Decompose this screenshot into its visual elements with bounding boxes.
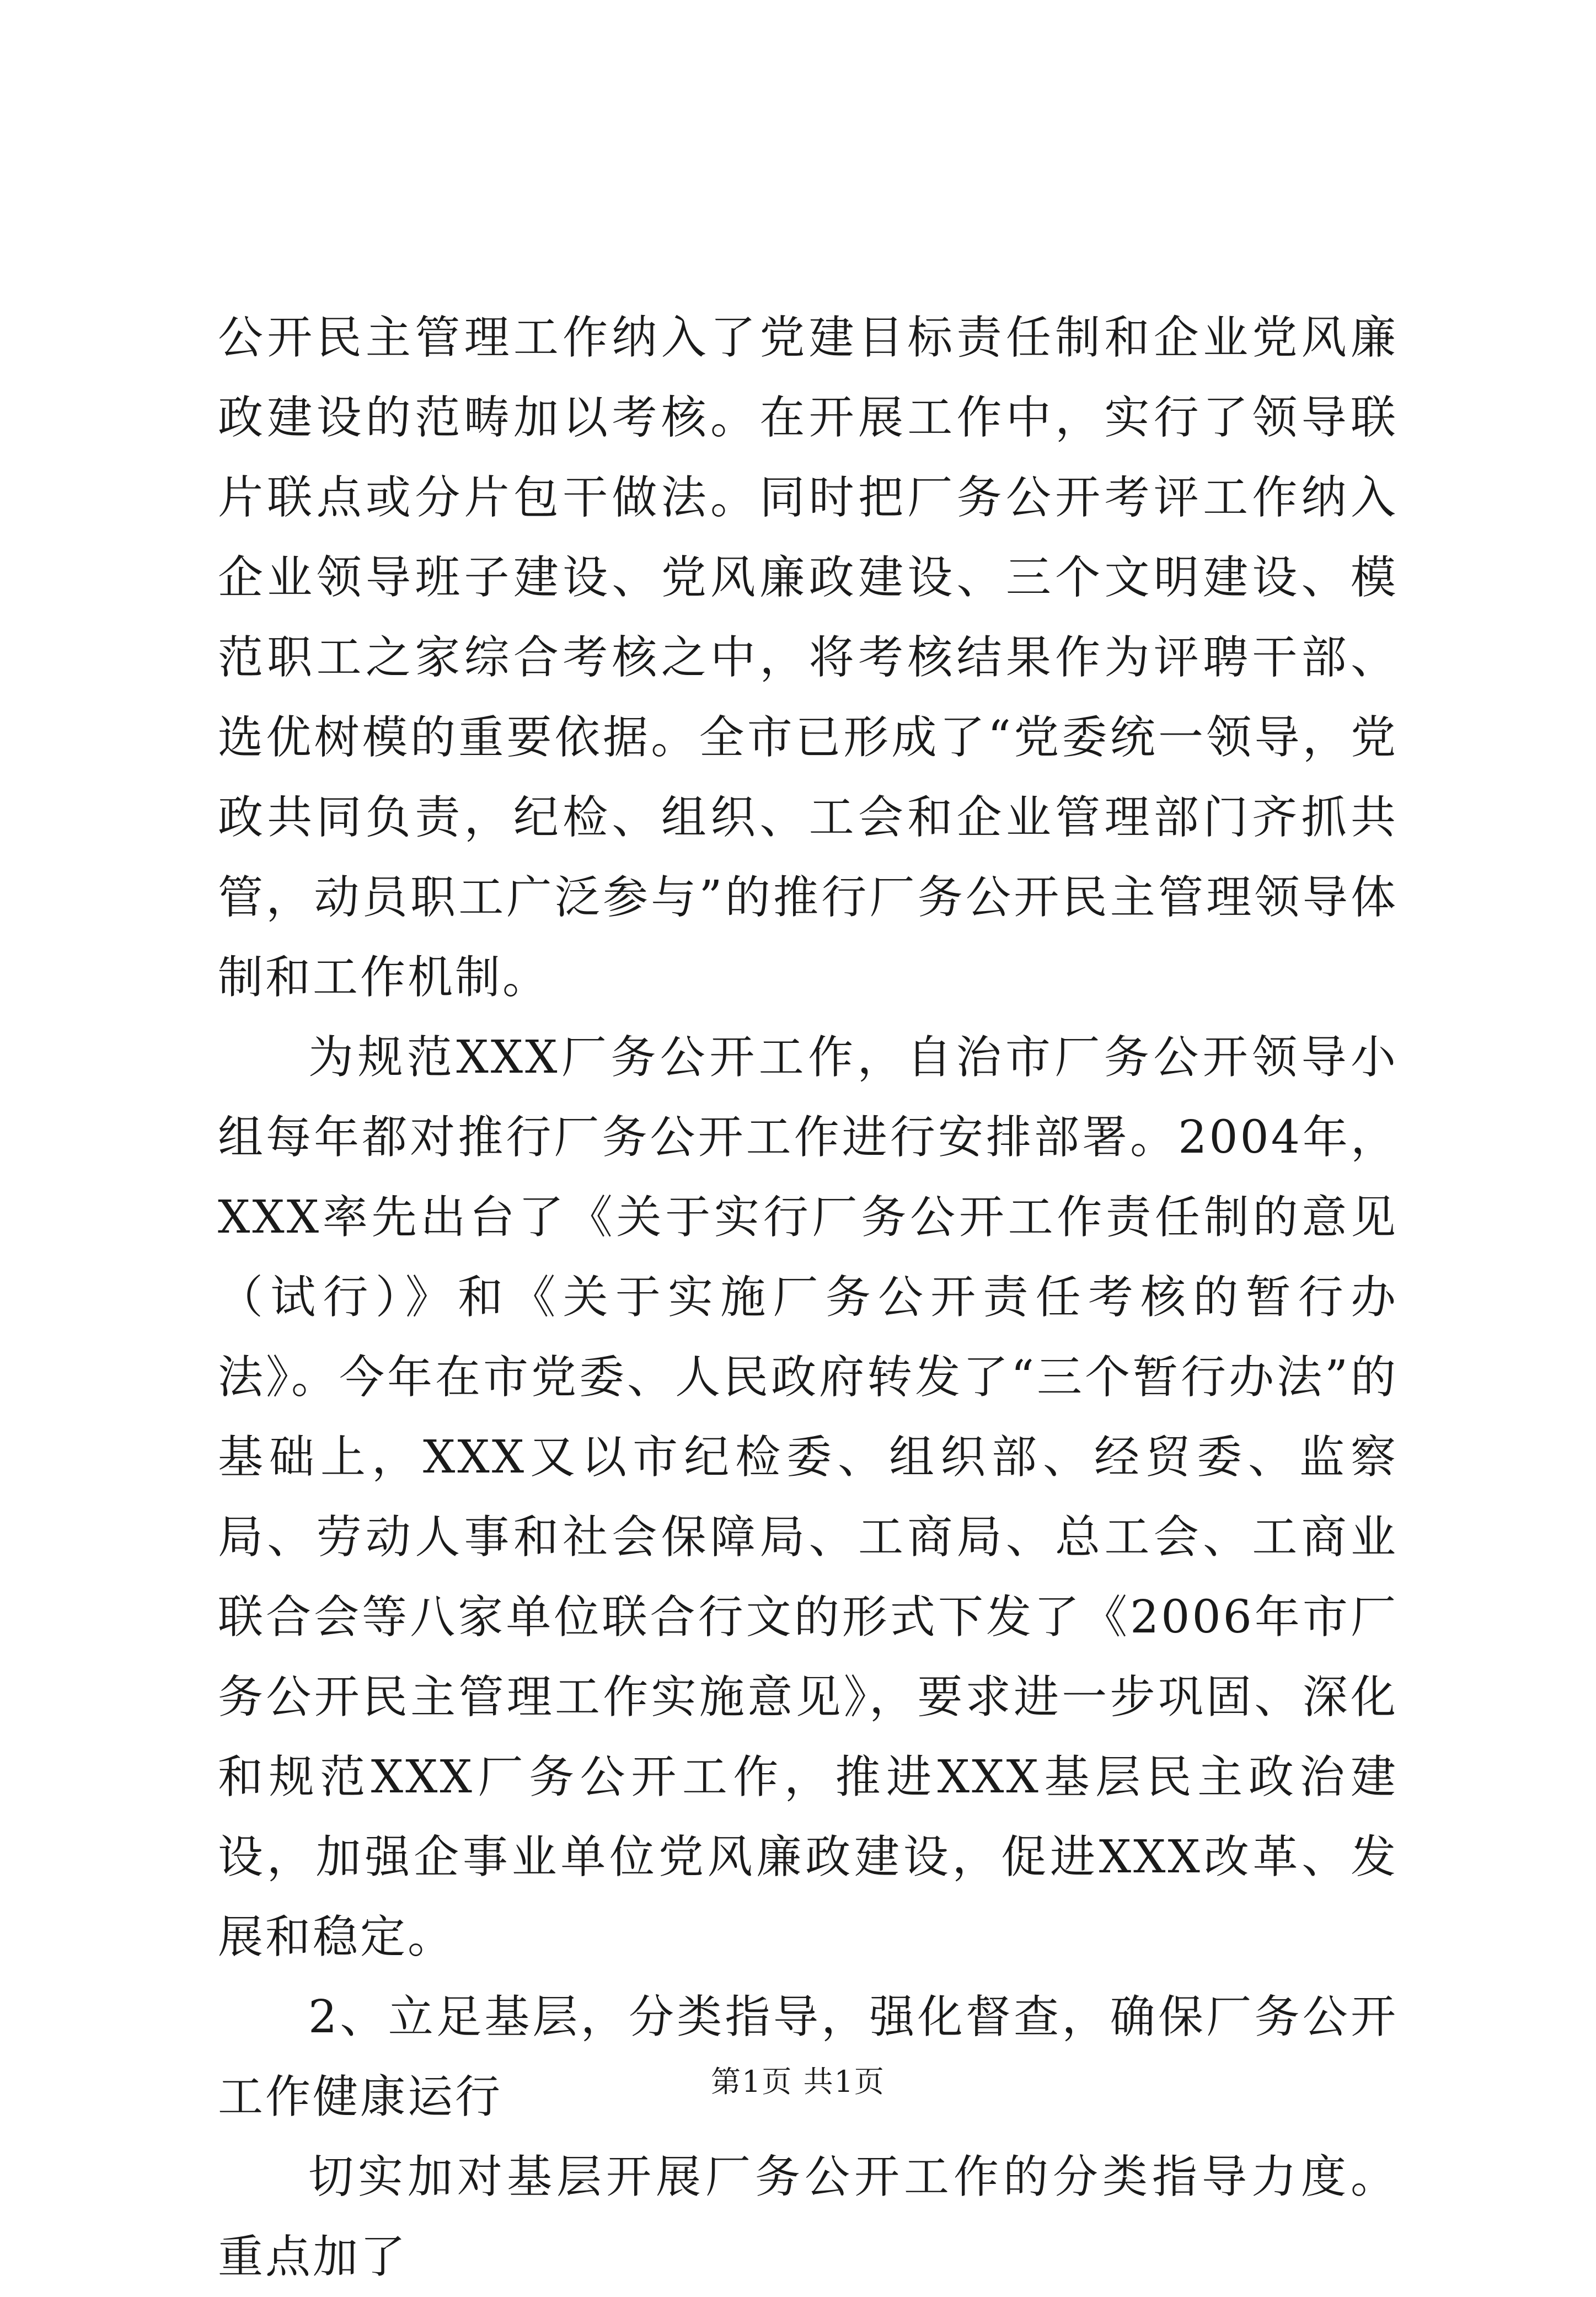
page-number-footer: 第1页 共1页 (711, 2064, 885, 2099)
paragraph-1: 公开民主管理工作纳入了党建目标责任制和企业党风廉政建设的范畴加以考核。在开展工作中，实行了领导联片联点或分片包干做法。同时把厂务公开考评工作纳入企业领导班子建设、党风廉政建设、三个文明建设、模范职工之家综合考核之中，将考核结果作为评聘干部、选优树模的重要依据。全市已形成了“党委统一领导，党政共同负责，纪检、组织、工会和企业管理部门齐抓共管，动员职工广泛参与”的推行厂务公开民主管理领导体制和工作机制。 (218, 312, 1398, 1004)
paragraph-3-section-heading: 2、立足基层，分类指导，强化督查，确保厂务公开工作健康运行 (218, 1991, 1398, 2123)
paragraph-4: 切实加对基层开展厂务公开工作的分类指导力度。重点加了 (218, 2151, 1398, 2283)
document-body (218, 298, 1398, 2297)
paragraph-2: 为规范XXX厂务公开工作，自治市厂务公开领导小组每年都对推行厂务公开工作进行安排部署。2004年，XXX率先出台了《关于实行厂务公开工作责任制的意见（试行）》和《关于实施厂务公开责任考核的暂行办法》。今年在市党委、人民政府转发了“三个暂行办法”的基础上，XXX又以市纪检委、组织部、经贸委、监察局、劳动人事和社会保障局、工商局、总工会、工商业联合会等八家单位联合行文的形式下发了《2006年市厂务公开民主管理工作实施意见》，要求进一步巩固、深化和规范XXX厂务公开工作，推进XXX基层民主政治建设，加强企事业单位党风廉政建设，促进XXX改革、发展和稳定。 (218, 1031, 1398, 1963)
